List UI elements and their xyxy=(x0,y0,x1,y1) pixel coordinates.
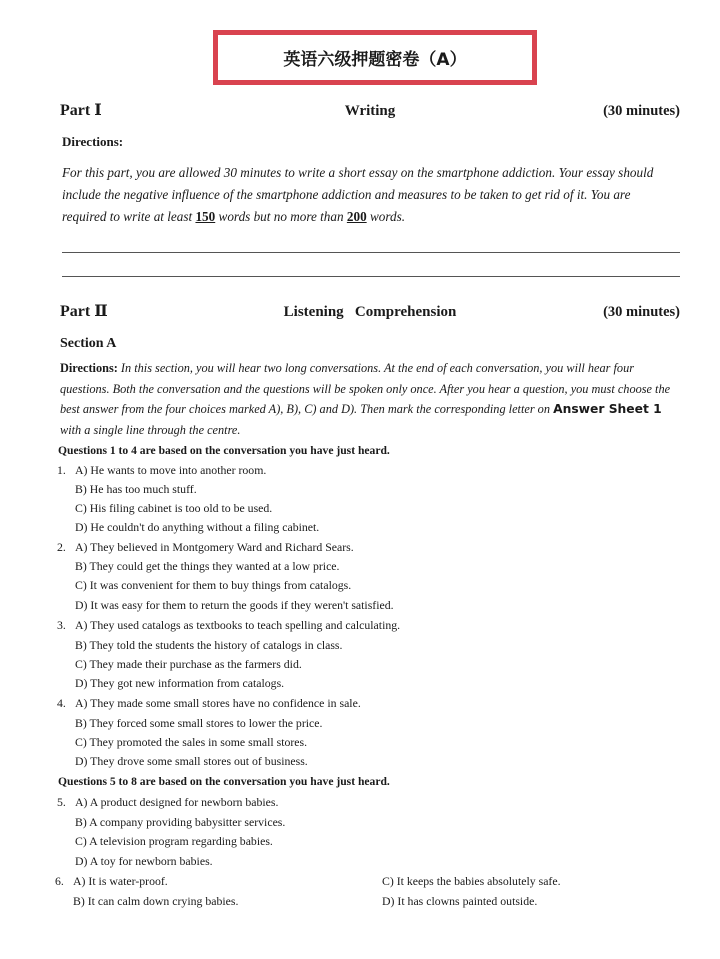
answer-line-2 xyxy=(62,276,680,277)
part1-time: (30 minutes) xyxy=(603,103,680,119)
part2-directions-text-1: In this section, you will hear two long conversations. At the end of each conversation, you will hear four questions. Both the conversation and the questions will be spoken only once. After you hear a question, you must choose the best answer from the four choices marked A), B), C) and D). Then mark the corresponding letter on xyxy=(60,361,671,416)
question-number: 3. xyxy=(57,618,66,632)
writing-text-2: words but no more than xyxy=(215,209,347,224)
writing-text-3: words. xyxy=(366,209,406,224)
option-text: D) It has clowns painted outside. xyxy=(382,894,538,908)
question-number: 6. xyxy=(55,874,64,888)
option-text: A) It is water-proof. xyxy=(73,874,168,888)
option-text: C) It was convenient for them to buy things from catalogs. xyxy=(75,578,352,592)
option-text: A) They used catalogs as textbooks to teach spelling and calculating. xyxy=(75,618,401,632)
option-text: D) He couldn't do anything without a filing cabinet. xyxy=(75,520,320,534)
option-text: A) A product designed for newborn babies. xyxy=(75,795,279,809)
option-text: D) They drove some small stores out of business. xyxy=(75,754,308,768)
option-text: B) It can calm down crying babies. xyxy=(73,894,239,908)
part1-label: Part Ⅰ xyxy=(60,102,102,119)
part1-header xyxy=(60,100,680,120)
option-text: C) It keeps the babies absolutely safe. xyxy=(382,874,561,888)
part1-directions-label: Directions: xyxy=(62,134,124,149)
section-a-heading: Section A xyxy=(60,336,117,351)
option-text: B) They could get the things they wanted at a low price. xyxy=(75,559,340,573)
question-number: 4. xyxy=(57,696,66,710)
option-text: B) They forced some small stores to lower the price. xyxy=(75,716,323,730)
option-text: A) He wants to move into another room. xyxy=(75,463,267,477)
question-number: 5. xyxy=(57,795,66,809)
option-text: B) A company providing babysitter services. xyxy=(75,815,286,829)
part2-time: (30 minutes) xyxy=(603,304,680,320)
option-text: B) They told the students the history of catalogs in class. xyxy=(75,638,343,652)
part1-name: Writing xyxy=(344,103,396,119)
option-text: D) It was easy for them to return the goods if they weren't satisfied. xyxy=(75,598,394,612)
writing-text-1: For this part, you are allowed 30 minutes to write a short essay on the smartphone addiction. Your essay should include the negative influence of the smartphone addiction and measures to be taken to get rid of it. You are required to write at least xyxy=(62,165,654,224)
part2-directions xyxy=(60,358,682,440)
part2-label: Part Ⅱ xyxy=(60,303,108,320)
option-text: A) They believed in Montgomery Ward and Richard Sears. xyxy=(75,540,354,554)
min-words: 150 xyxy=(195,209,216,224)
option-text: C) His filing cabinet is too old to be used. xyxy=(75,501,273,515)
option-text: C) They promoted the sales in some small stores. xyxy=(75,735,308,749)
part2-name: Listening Comprehension xyxy=(283,304,457,320)
option-text: D) They got new information from catalogs. xyxy=(75,676,285,690)
option-text: A) They made some small stores have no confidence in sale. xyxy=(75,696,361,710)
option-text: B) He has too much stuff. xyxy=(75,482,197,496)
exam-title: 英语六级押题密卷（A） xyxy=(213,30,537,85)
part2-header xyxy=(60,301,680,321)
option-text: C) They made their purchase as the farmers did. xyxy=(75,657,302,671)
question-number: 2. xyxy=(57,540,66,554)
answer-line-1 xyxy=(62,252,680,253)
part2-directions-text-2: with a single line through the centre. xyxy=(60,422,241,437)
max-words: 200 xyxy=(346,209,367,224)
answer-sheet-label: Answer Sheet 1 xyxy=(553,402,662,416)
question-group-heading: Questions 1 to 4 are based on the conversation you have just heard. xyxy=(58,444,390,457)
question-group-heading: Questions 5 to 8 are based on the conversation you have just heard. xyxy=(58,775,390,788)
question-number: 1. xyxy=(57,463,66,477)
option-text: C) A television program regarding babies. xyxy=(75,834,273,848)
part2-directions-label: Directions: xyxy=(60,361,118,375)
part1-directions-text xyxy=(62,162,678,228)
option-text: D) A toy for newborn babies. xyxy=(75,854,213,868)
